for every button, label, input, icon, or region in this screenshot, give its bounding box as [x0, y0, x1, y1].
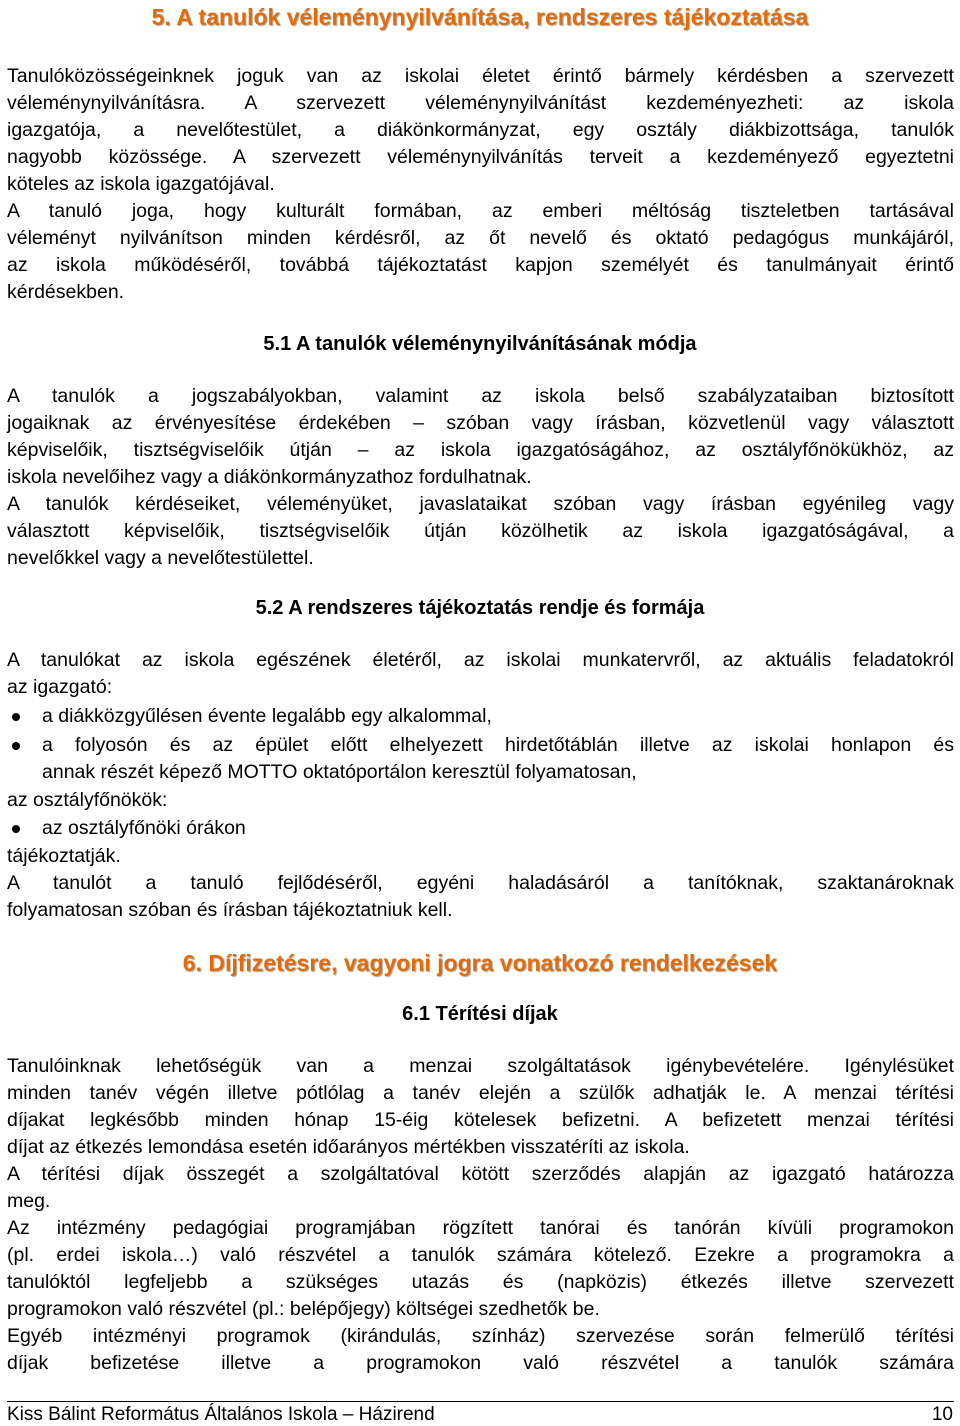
text-line: programokon való részvétel (pl.: belépőjegy) költségei szedhetők be. [7, 1298, 600, 1320]
text-line: választott képviselőik, tisztségviselőik útján közölhetik az iskola igazgatóságával, a [7, 520, 954, 542]
bullet-icon [12, 742, 20, 750]
text-line: A tanulót a tanuló fejlődéséről, egyéni haladásáról a tanítóknak, szaktanároknak [7, 872, 954, 894]
bullet-icon [12, 825, 20, 833]
section-5-2-heading: 5.2 A rendszeres tájékoztatás rendje és formája [255, 597, 705, 619]
list-item-continuation: annak részét képező MOTTO oktatóportálon keresztül folyamatosan, [42, 761, 637, 783]
text-line: az igazgató: [7, 676, 113, 698]
text-line: díjak befizetése illetve a programokon való részvétel a tanulók számára [7, 1352, 954, 1374]
text-line: nevelőkkel vagy a nevelőtestülettel. [7, 547, 314, 569]
text-line: (pl. erdei iskola…) való részvétel a tanulók számára kötelező. Ezekre a programokra a [7, 1244, 954, 1266]
text-line: köteles az iskola igazgatójával. [7, 173, 275, 195]
text-line: igazgatója, a nevelőtestület, a diákönkormányzat, egy osztály diákbizottsága, tanulók [7, 119, 954, 141]
text-line: Egyéb intézményi programok (kirándulás, színház) szervezése során felmerülő térítési [7, 1325, 954, 1347]
text-line: véleménynyilvánításra. A szervezett véleménynyilvánítást kezdeményezheti: az iskola [7, 92, 954, 114]
text-line: díjat az étkezés lemondása esetén időarányos mértékben visszatéríti az iskola. [7, 1136, 690, 1158]
text-line: Az intézmény pedagógiai programjában rögzített tanórai és tanórán kívüli programokon [7, 1217, 954, 1239]
text-line: folyamatosan szóban és írásban tájékoztatniuk kell. [7, 899, 453, 921]
text-line: iskola nevelőihez vagy a diákönkormányzathoz fordulhatnak. [7, 466, 532, 488]
list-item: az osztályfőnöki órákon [42, 817, 246, 839]
text-line: A tanuló joga, hogy kulturált formában, az emberi méltóság tiszteletben tartásával [7, 200, 954, 222]
list-item: a diákközgyűlésen évente legalább egy alkalommal, [42, 705, 492, 727]
section-6-1-heading: 6.1 Térítési díjak [402, 1003, 558, 1025]
section-6-heading: 6. Díjfizetésre, vagyoni jogra vonatkozó rendelkezések [182, 950, 778, 976]
footer-title: Kiss Bálint Református Általános Iskola – Házirend [7, 1404, 435, 1425]
text-line: Tanulóinknak lehetőségük van a menzai szolgáltatások igénybevételére. Igénylésüket [7, 1055, 954, 1077]
text-line: tanulóktól legfeljebb a szükséges utazás és (napközis) étkezés illetve szervezett [7, 1271, 954, 1293]
text-line: meg. [7, 1190, 51, 1212]
text-line: véleményt nyilvánítson minden kérdésről, az őt nevelő és oktató pedagógus munkájáról, [7, 227, 954, 249]
footer-divider [7, 1401, 954, 1402]
page-number: 10 [931, 1404, 953, 1425]
text-line: jogaiknak az érvényesítése érdekében – szóban vagy írásban, közvetlenül vagy választott [7, 412, 954, 434]
bullet-icon [12, 713, 20, 721]
list-item: a folyosón és az épület előtt elhelyezett hirdetőtáblán illetve az iskolai honlapon és [42, 734, 954, 756]
text-line: képviselőik, tisztségviselőik útján – az iskola igazgatóságához, az osztályfőnökükhöz, az [7, 439, 954, 461]
text-line: az iskola működéséről, továbbá tájékoztatást kapjon személyét és tanulmányait érintő [7, 254, 954, 276]
section-5-1-heading: 5.1 A tanulók véleménynyilvánításának módja [263, 333, 697, 355]
text-line: Tanulóközösségeinknek joguk van az iskolai életet érintő bármely kérdésben a szervezett [7, 65, 954, 87]
text-line: A tanulók a jogszabályokban, valamint az iskola belső szabályzataiban biztosított [7, 385, 954, 407]
section-5-heading: 5. A tanulók véleménynyilvánítása, rendszeres tájékoztatása [151, 4, 809, 30]
text-line: A tanulók kérdéseiket, véleményüket, javaslataikat szóban vagy írásban egyénileg vagy [7, 493, 954, 515]
text-line: az osztályfőnökök: [7, 789, 168, 811]
text-line: tájékoztatják. [7, 845, 121, 867]
text-line: nagyobb közössége. A szervezett véleménynyilvánítás terveit a kezdeményező egyeztetni [7, 146, 954, 168]
text-line: díjakat legkésőbb minden hónap 15-éig kötelesek befizetni. A befizetett menzai térítési [7, 1109, 954, 1131]
text-line: A tanulókat az iskola egészének életéről, az iskolai munkatervről, az aktuális feladatokról [7, 649, 954, 671]
text-line: kérdésekben. [7, 281, 125, 303]
text-line: minden tanév végén illetve pótlólag a tanév elején a szülők adhatják le. A menzai térítési [7, 1082, 954, 1104]
text-line: A térítési díjak összegét a szolgáltatóval kötött szerződés alapján az igazgató határozza [7, 1163, 954, 1185]
